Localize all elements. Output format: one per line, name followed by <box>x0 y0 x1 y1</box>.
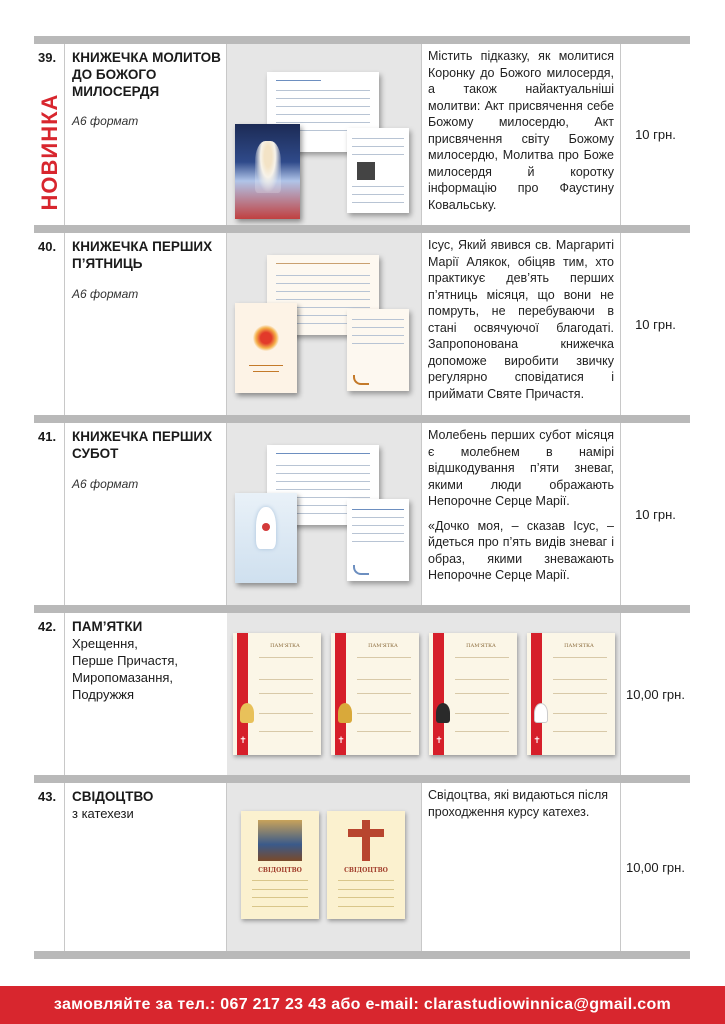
title-cell <box>65 613 421 775</box>
item-image <box>227 783 422 951</box>
item-format: А6 формат <box>72 477 139 491</box>
item-price: 10 грн. <box>635 127 676 142</box>
divine-mercy-cover <box>235 124 300 219</box>
row-separator <box>34 775 690 783</box>
price-cell <box>621 44 690 225</box>
memo-card-confirmation: ПАМ'ЯТКА ✝ <box>429 633 517 755</box>
row-separator <box>34 605 690 613</box>
item-number: 42. <box>38 619 57 634</box>
number-cell <box>34 613 65 775</box>
item-image <box>227 44 422 225</box>
row-separator <box>34 36 690 44</box>
item-number: 39. <box>38 50 57 65</box>
description-cell <box>422 423 621 605</box>
new-item-ribbon <box>34 72 65 232</box>
item-format: А6 формат <box>72 287 139 301</box>
memo-card-baptism: ПАМ'ЯТКА ✝ <box>233 633 321 755</box>
price-cell <box>621 613 690 775</box>
item-format: А6 формат <box>72 114 139 128</box>
new-item-label: НОВИНКА <box>36 93 62 211</box>
catalog-row-42 <box>34 605 690 775</box>
item-title: СВІДОЦТВО <box>72 789 154 804</box>
item-price: 10 грн. <box>635 506 676 522</box>
catalog-row-43 <box>34 775 690 951</box>
number-cell <box>34 44 65 225</box>
item-number: 40. <box>38 239 57 254</box>
item-image <box>227 233 422 415</box>
item-price: 10 грн. <box>635 316 676 332</box>
row-separator <box>34 951 690 959</box>
booklet-page-image <box>347 128 409 213</box>
title-cell <box>65 233 227 415</box>
item-description: Містить підказку, як молитися Коронку до Божого милосердя, а також найактуальніші молитви: Акт присвячення себе Божому милосердю, Акт присвячення світу Божому милосердю, Молитва про Боже милосердя й коротку інформацію про Фаустину Ковальську. <box>428 49 614 212</box>
booklet-page-image <box>347 309 409 391</box>
item-price: 10,00 грн. <box>626 859 685 875</box>
subtitle-line: Подружжя <box>72 687 135 702</box>
description-paragraph: «Дочко моя, – сказав Ісус, – йдеться про п’ять видів зневаг і образ, якими зневажають Непорочне Серце Марії. <box>428 518 614 582</box>
order-contact-footer <box>0 986 725 1024</box>
item-number: 43. <box>38 789 57 804</box>
certificate-image-nativity: СВІДОЦТВО <box>241 811 319 919</box>
catalog-row-39 <box>34 36 690 225</box>
title-cell <box>65 423 227 605</box>
subtitle-line: Хрещення, <box>72 636 138 651</box>
description-cell <box>422 233 621 415</box>
booklet-page-image <box>347 499 409 581</box>
row-separator <box>34 415 690 423</box>
certificate-image-cross: СВІДОЦТВО <box>327 811 405 919</box>
item-number: 41. <box>38 429 57 444</box>
price-cell <box>621 233 690 415</box>
number-cell <box>34 783 65 951</box>
item-title: КНИЖЕЧКА МОЛИТОВ ДО БОЖОГО МИЛОСЕРДЯ <box>72 50 221 99</box>
sacred-heart-cover <box>235 303 297 393</box>
item-title: КНИЖЕЧКА ПЕРШИХ СУБОТ <box>72 429 213 461</box>
catalog-row-40 <box>34 225 690 415</box>
memo-card-marriage: ПАМ'ЯТКА ✝ <box>527 633 615 755</box>
number-cell <box>34 233 65 415</box>
item-description: Ісус, Який явився св. Маргариті Марії Алякок, обіцяв тим, хто практикує дев’ять перших п’ятниць місяця, що вони не помруть, не перебуваючи в стані освячуючої благодаті. Запропонована книжечка допоможе виробити звичку регулярно сповідатися і приймати Святе Причастя. <box>428 238 614 401</box>
price-cell <box>621 423 690 605</box>
description-paragraph: Молебень перших субот місяця є молебнем в намірі відшкодування п’яти зневаг, якими люди ображають Непорочне Серце Марії. <box>428 428 614 508</box>
item-description <box>428 427 614 584</box>
item-subtitle: з катехези <box>72 806 134 821</box>
catalog-row-41 <box>34 415 690 605</box>
item-title: ПАМ’ЯТКИ <box>72 619 143 634</box>
item-price: 10,00 грн. <box>626 686 685 702</box>
item-subtitle <box>72 635 178 703</box>
description-cell <box>422 44 621 225</box>
item-title: КНИЖЕЧКА ПЕРШИХ П’ЯТНИЦЬ <box>72 239 213 271</box>
item-description: Свідоцтва, які видаються після проходження курсу катехез. <box>428 788 609 819</box>
number-cell <box>34 423 65 605</box>
description-cell <box>422 783 621 951</box>
title-cell <box>65 783 227 951</box>
fatima-cover <box>235 493 297 583</box>
row-separator <box>34 225 690 233</box>
title-cell <box>65 44 227 225</box>
subtitle-line: Перше Причастя, <box>72 653 179 668</box>
price-cell <box>621 783 690 951</box>
memo-card-communion: ПАМ'ЯТКА ✝ <box>331 633 419 755</box>
item-image <box>227 423 422 605</box>
order-contact-text: замовляйте за тел.: 067 217 23 43 або e-mail: clarastudiowinnica@gmail.com <box>53 996 672 1013</box>
subtitle-line: Миропомазання, <box>72 670 174 685</box>
